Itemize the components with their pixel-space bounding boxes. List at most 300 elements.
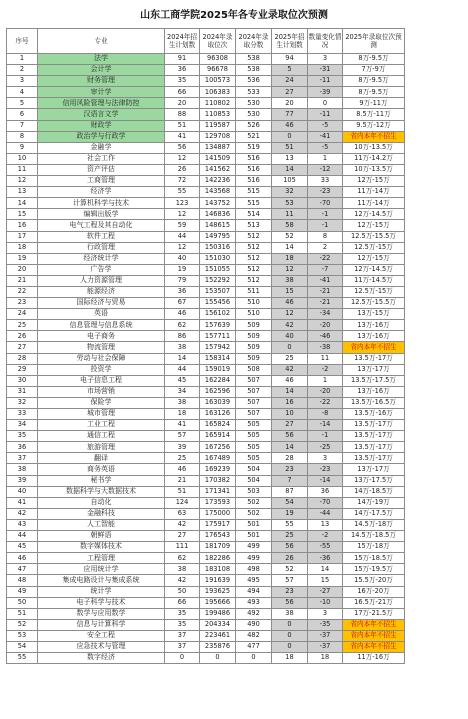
table-row [7,342,405,353]
rank-2024-cell: 165914 [200,431,236,442]
row-number-cell: 40 [7,486,38,497]
plan-2024-cell: 42 [165,575,200,586]
major-name-cell: 数字经济 [38,653,165,664]
score-2024-cell: 516 [236,176,272,187]
major-name-cell: 保险学 [38,397,165,408]
rank-2024-cell: 148615 [200,220,236,231]
change-cell: 15 [308,575,343,586]
plan-2025-cell: 14 [272,242,308,253]
change-cell: -21 [308,286,343,297]
table-row [7,331,405,342]
score-2024-cell: 514 [236,209,272,220]
major-name-cell: 国际经济与贸易 [38,298,165,309]
change-cell: -2 [308,531,343,542]
rank-2024-cell: 175917 [200,519,236,530]
rank-2024-cell: 167489 [200,453,236,464]
plan-2025-cell: 7 [272,475,308,486]
rank-2024-cell: 96678 [200,65,236,76]
row-number-cell: 6 [7,109,38,120]
score-2024-cell: 507 [236,409,272,420]
table-row [7,275,405,286]
plan-2025-cell: 24 [272,76,308,87]
rank-2024-cell: 149795 [200,231,236,242]
table-row [7,397,405,408]
table-row [7,198,405,209]
table-row [7,464,405,475]
row-number-cell: 26 [7,331,38,342]
major-name-cell: 行政管理 [38,242,165,253]
table-row [7,497,405,508]
row-number-cell: 54 [7,641,38,652]
plan-2025-cell: 52 [272,231,308,242]
rank-2024-cell: 129708 [200,131,236,142]
table-row [7,286,405,297]
prediction-cell: 11万-14万 [343,198,405,209]
header-cell-change: 数量变化情况 [308,29,343,54]
admission-table [6,28,405,664]
major-name-cell: 投资学 [38,364,165,375]
plan-2024-cell: 51 [165,486,200,497]
plan-2025-cell: 13 [272,153,308,164]
plan-2024-cell: 123 [165,198,200,209]
table-row [7,531,405,542]
score-2024-cell: 502 [236,508,272,519]
plan-2024-cell: 19 [165,264,200,275]
rank-2024-cell: 175000 [200,508,236,519]
change-cell: -20 [308,386,343,397]
plan-2025-cell: 56 [272,542,308,553]
row-number-cell: 51 [7,608,38,619]
change-cell: -8 [308,409,343,420]
row-number-cell: 8 [7,131,38,142]
plan-2024-cell: 56 [165,142,200,153]
plan-2024-cell: 46 [165,309,200,320]
table-row [7,508,405,519]
score-2024-cell: 530 [236,109,272,120]
prediction-cell: 12万-15万 [343,253,405,264]
plan-2025-cell: 25 [272,531,308,542]
row-number-cell: 50 [7,597,38,608]
plan-2024-cell: 66 [165,87,200,98]
row-number-cell: 49 [7,586,38,597]
row-number-cell: 36 [7,442,38,453]
table-row [7,264,405,275]
row-number-cell: 41 [7,497,38,508]
plan-2024-cell: 50 [165,586,200,597]
plan-2024-cell: 12 [165,242,200,253]
plan-2024-cell: 42 [165,519,200,530]
major-name-cell: 应急技术与管理 [38,641,165,652]
prediction-cell: 11万-14.5万 [343,275,405,286]
rank-2024-cell: 170382 [200,475,236,486]
table-row [7,597,405,608]
change-cell: -10 [308,597,343,608]
major-name-cell: 信息与计算科学 [38,619,165,630]
row-number-cell: 31 [7,386,38,397]
prediction-cell: 13万-17万 [343,364,405,375]
table-row [7,320,405,331]
rank-2024-cell: 143752 [200,198,236,209]
change-cell: -11 [308,76,343,87]
plan-2024-cell: 38 [165,342,200,353]
plan-2025-cell: 20 [272,98,308,109]
rank-2024-cell: 143568 [200,187,236,198]
plan-2025-cell: 18 [272,653,308,664]
rank-2024-cell: 167256 [200,442,236,453]
row-number-cell: 48 [7,575,38,586]
row-number-cell: 53 [7,630,38,641]
prediction-cell: 15万-18万 [343,542,405,553]
prediction-cell: 17万-21.5万 [343,608,405,619]
table-row [7,142,405,153]
plan-2025-cell: 12 [272,264,308,275]
plan-2025-cell: 46 [272,375,308,386]
major-name-cell: 资产评估 [38,164,165,175]
major-name-cell: 工商管理 [38,176,165,187]
change-cell: 36 [308,486,343,497]
plan-2024-cell: 40 [165,253,200,264]
change-cell: 3 [308,54,343,65]
plan-2025-cell: 11 [272,209,308,220]
plan-2024-cell: 27 [165,531,200,542]
plan-2025-cell: 19 [272,508,308,519]
major-name-cell: 集成电路设计与集成系统 [38,575,165,586]
score-2024-cell: 507 [236,386,272,397]
major-name-cell: 会计学 [38,65,165,76]
row-number-cell: 1 [7,54,38,65]
prediction-cell: 15万-18.5万 [343,553,405,564]
score-2024-cell: 510 [236,298,272,309]
change-cell: -14 [308,475,343,486]
row-number-cell: 25 [7,320,38,331]
row-number-cell: 35 [7,431,38,442]
change-cell: -41 [308,131,343,142]
rank-2024-cell: 100573 [200,76,236,87]
change-cell: 8 [308,231,343,242]
plan-2025-cell: 18 [272,253,308,264]
plan-2024-cell: 18 [165,409,200,420]
table-row [7,109,405,120]
row-number-cell: 44 [7,531,38,542]
change-cell: 13 [308,519,343,530]
rank-2024-cell: 199486 [200,608,236,619]
table-row [7,608,405,619]
plan-2025-cell: 0 [272,342,308,353]
major-name-cell: 自动化 [38,497,165,508]
row-number-cell: 19 [7,253,38,264]
plan-2024-cell: 59 [165,220,200,231]
plan-2024-cell: 62 [165,320,200,331]
major-name-cell: 计算机科学与技术 [38,198,165,209]
table-row [7,431,405,442]
rank-2024-cell: 151030 [200,253,236,264]
major-name-cell: 数字媒体技术 [38,542,165,553]
row-number-cell: 27 [7,342,38,353]
prediction-cell: 15.5万-20万 [343,575,405,586]
plan-2025-cell: 77 [272,109,308,120]
rank-2024-cell: 163126 [200,409,236,420]
plan-2025-cell: 56 [272,597,308,608]
major-name-cell: 物流管理 [38,342,165,353]
score-2024-cell: 0 [236,653,272,664]
score-2024-cell: 512 [236,275,272,286]
plan-2025-cell: 0 [272,641,308,652]
score-2024-cell: 505 [236,420,272,431]
row-number-cell: 23 [7,298,38,309]
row-number-cell: 15 [7,209,38,220]
table-row [7,519,405,530]
prediction-cell: 省内本年不招生 [343,630,405,641]
change-cell: -38 [308,342,343,353]
plan-2025-cell: 94 [272,54,308,65]
prediction-cell: 11万-14.2万 [343,153,405,164]
table-row [7,309,405,320]
prediction-cell: 省内本年不招生 [343,131,405,142]
change-cell: -35 [308,619,343,630]
row-number-cell: 33 [7,409,38,420]
score-2024-cell: 512 [236,253,272,264]
change-cell: -70 [308,198,343,209]
table-row [7,76,405,87]
plan-2024-cell: 38 [165,397,200,408]
plan-2025-cell: 5 [272,65,308,76]
score-2024-cell: 509 [236,342,272,353]
prediction-cell: 8万-9.5万 [343,54,405,65]
table-row [7,630,405,641]
change-cell: -1 [308,431,343,442]
plan-2024-cell: 86 [165,331,200,342]
change-cell: 0 [308,98,343,109]
major-name-cell: 数学与应用数学 [38,608,165,619]
table-row [7,375,405,386]
rank-2024-cell: 193625 [200,586,236,597]
plan-2025-cell: 27 [272,420,308,431]
table-row [7,641,405,652]
major-name-cell: 电气工程及其自动化 [38,220,165,231]
rank-2024-cell: 173593 [200,497,236,508]
score-2024-cell: 498 [236,564,272,575]
major-name-cell: 市场营销 [38,386,165,397]
plan-2024-cell: 111 [165,542,200,553]
score-2024-cell: 509 [236,320,272,331]
row-number-cell: 12 [7,176,38,187]
table-row [7,220,405,231]
change-cell: -55 [308,542,343,553]
prediction-cell: 9万-11万 [343,98,405,109]
prediction-cell: 13.5万-17万 [343,420,405,431]
row-number-cell: 13 [7,187,38,198]
plan-2024-cell: 38 [165,564,200,575]
score-2024-cell: 499 [236,542,272,553]
change-cell: -11 [308,109,343,120]
rank-2024-cell: 171341 [200,486,236,497]
plan-2024-cell: 36 [165,65,200,76]
row-number-cell: 45 [7,542,38,553]
table-row [7,176,405,187]
major-name-cell: 法学 [38,54,165,65]
plan-2024-cell: 124 [165,497,200,508]
score-2024-cell: 536 [236,76,272,87]
prediction-cell: 16万-20万 [343,586,405,597]
row-number-cell: 37 [7,453,38,464]
major-name-cell: 金融科技 [38,508,165,519]
plan-2025-cell: 0 [272,630,308,641]
change-cell: -1 [308,220,343,231]
major-name-cell: 朝鲜语 [38,531,165,542]
major-name-cell: 工业工程 [38,420,165,431]
row-number-cell: 17 [7,231,38,242]
row-number-cell: 14 [7,198,38,209]
header-cell-plan-2025: 2025年招生计划数 [272,29,308,54]
change-cell: -70 [308,497,343,508]
score-2024-cell: 492 [236,608,272,619]
table-row [7,409,405,420]
prediction-cell: 8.5万-11万 [343,109,405,120]
plan-2024-cell: 51 [165,120,200,131]
plan-2025-cell: 23 [272,464,308,475]
table-row [7,453,405,464]
change-cell: 1 [308,375,343,386]
plan-2024-cell: 66 [165,597,200,608]
prediction-cell: 11万-14万 [343,187,405,198]
prediction-cell: 12万-14.5万 [343,264,405,275]
plan-2025-cell: 87 [272,486,308,497]
score-2024-cell: 505 [236,453,272,464]
major-name-cell: 劳动与社会保障 [38,353,165,364]
score-2024-cell: 510 [236,309,272,320]
plan-2025-cell: 14 [272,442,308,453]
table-row [7,586,405,597]
rank-2024-cell: 141509 [200,153,236,164]
score-2024-cell: 482 [236,630,272,641]
table-row [7,164,405,175]
row-number-cell: 7 [7,120,38,131]
table-row [7,364,405,375]
rank-2024-cell: 157942 [200,342,236,353]
change-cell: -14 [308,420,343,431]
prediction-cell: 13万-16万 [343,320,405,331]
prediction-cell: 14.5万-18.5万 [343,531,405,542]
score-2024-cell: 495 [236,575,272,586]
row-number-cell: 11 [7,164,38,175]
rank-2024-cell: 106383 [200,87,236,98]
row-number-cell: 46 [7,553,38,564]
score-2024-cell: 519 [236,142,272,153]
plan-2025-cell: 58 [272,220,308,231]
change-cell: -22 [308,253,343,264]
rank-2024-cell: 162596 [200,386,236,397]
plan-2025-cell: 23 [272,586,308,597]
prediction-cell: 14万-19万 [343,497,405,508]
table-row [7,619,405,630]
rank-2024-cell: 134887 [200,142,236,153]
prediction-cell: 11万-16万 [343,653,405,664]
plan-2024-cell: 46 [165,464,200,475]
change-cell: -7 [308,264,343,275]
prediction-cell: 7万-9万 [343,65,405,76]
row-number-cell: 22 [7,286,38,297]
rank-2024-cell: 110853 [200,109,236,120]
plan-2024-cell: 44 [165,364,200,375]
prediction-cell: 13.5万-17万 [343,442,405,453]
table-row [7,209,405,220]
score-2024-cell: 530 [236,98,272,109]
change-cell: -39 [308,87,343,98]
plan-2024-cell: 91 [165,54,200,65]
plan-2025-cell: 105 [272,176,308,187]
rank-2024-cell: 153507 [200,286,236,297]
prediction-cell: 13万-16万 [343,386,405,397]
table-row [7,153,405,164]
plan-2025-cell: 46 [272,298,308,309]
major-name-cell: 审计学 [38,87,165,98]
major-name-cell: 广告学 [38,264,165,275]
plan-2024-cell: 35 [165,76,200,87]
rank-2024-cell: 155456 [200,298,236,309]
rank-2024-cell: 141562 [200,164,236,175]
plan-2025-cell: 12 [272,309,308,320]
score-2024-cell: 493 [236,597,272,608]
rank-2024-cell: 157711 [200,331,236,342]
prediction-cell: 12.5万-15万 [343,286,405,297]
plan-2025-cell: 46 [272,120,308,131]
plan-2025-cell: 42 [272,364,308,375]
score-2024-cell: 505 [236,442,272,453]
table-row [7,131,405,142]
score-2024-cell: 526 [236,120,272,131]
rank-2024-cell: 157639 [200,320,236,331]
row-number-cell: 42 [7,508,38,519]
major-name-cell: 经济统计学 [38,253,165,264]
change-cell: 33 [308,176,343,187]
plan-2025-cell: 53 [272,198,308,209]
table-row [7,420,405,431]
change-cell: -37 [308,641,343,652]
rank-2024-cell: 162284 [200,375,236,386]
row-number-cell: 47 [7,564,38,575]
plan-2024-cell: 37 [165,630,200,641]
prediction-cell: 15万-19.5万 [343,564,405,575]
header-cell-major: 专业 [38,29,165,54]
plan-2024-cell: 37 [165,641,200,652]
change-cell: 2 [308,242,343,253]
prediction-cell: 12万-15万 [343,220,405,231]
table-row [7,564,405,575]
plan-2025-cell: 27 [272,87,308,98]
plan-2025-cell: 10 [272,409,308,420]
plan-2024-cell: 88 [165,109,200,120]
rank-2024-cell: 110802 [200,98,236,109]
score-2024-cell: 503 [236,486,272,497]
prediction-cell: 8万-9.5万 [343,87,405,98]
major-name-cell: 软件工程 [38,231,165,242]
score-2024-cell: 516 [236,153,272,164]
change-cell: -12 [308,164,343,175]
row-number-cell: 28 [7,353,38,364]
prediction-cell: 13.5万-16万 [343,409,405,420]
header-cell-plan-2024: 2024年招生计划数 [165,29,200,54]
rank-2024-cell: 223461 [200,630,236,641]
table-row [7,65,405,76]
table-row [7,653,405,664]
plan-2024-cell: 20 [165,98,200,109]
prediction-cell: 省内本年不招生 [343,641,405,652]
row-number-cell: 29 [7,364,38,375]
rank-2024-cell: 151055 [200,264,236,275]
row-number-cell: 38 [7,464,38,475]
table-row [7,353,405,364]
plan-2025-cell: 52 [272,564,308,575]
